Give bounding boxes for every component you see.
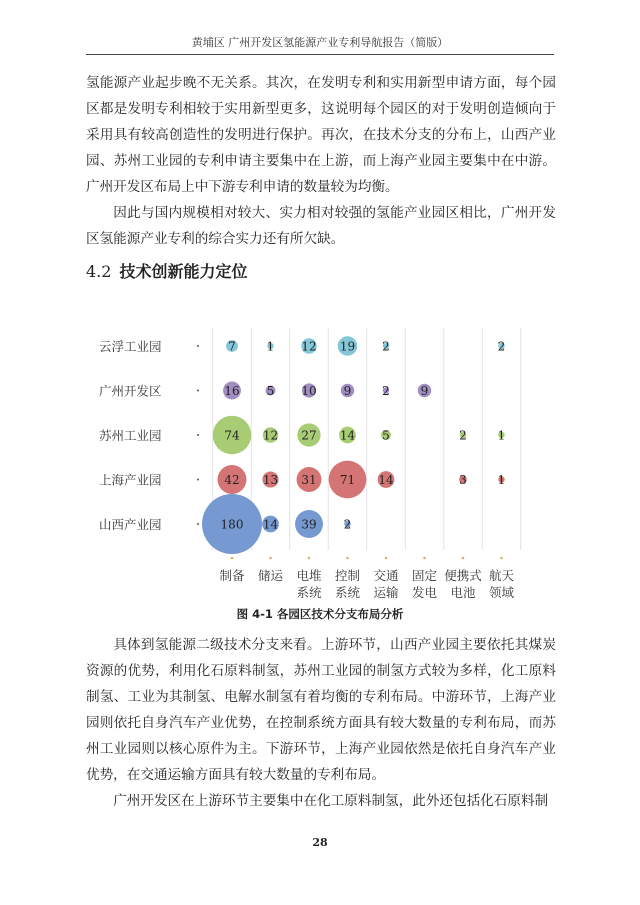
- data-label: 14: [339, 428, 356, 443]
- x-tick-label: 固定: [411, 568, 438, 583]
- data-label: 71: [339, 473, 356, 487]
- x-tick-label: 电堆: [296, 568, 322, 583]
- data-label: 1: [497, 473, 506, 487]
- data-label: 2: [497, 339, 506, 354]
- y-tick-label: 广州开发区: [99, 383, 162, 399]
- data-label: 31: [301, 473, 317, 487]
- x-tick-label: 系统: [296, 585, 322, 600]
- x-tick-label: 发电: [411, 585, 438, 600]
- data-label: 180: [220, 517, 244, 532]
- axis-dot: [231, 557, 234, 560]
- axis-dot: [462, 557, 465, 560]
- data-label: 1: [266, 339, 275, 354]
- paragraph-conclusion: 因此与国内规模相对较大、实力相对较强的氢能产业园区相比，广州开发区氢能源产业专利的综合实力还有所欠缺。: [86, 205, 556, 247]
- axis-dot: [308, 557, 311, 560]
- x-tick-label: 储运: [257, 568, 284, 583]
- y-tick-label: 上海产业园: [99, 472, 162, 488]
- data-label: 14: [262, 517, 279, 532]
- x-tick-label: 系统: [334, 585, 361, 600]
- axis-dot: [346, 557, 349, 560]
- axis-dot: [197, 345, 199, 347]
- data-label: 7: [228, 339, 236, 354]
- x-tick-label: 领域: [488, 585, 515, 600]
- paragraph-continuation: 氢能源产业起步晚不无关系。其次，在发明专利和实用新型申请方面，每个园区都是发明专利相较于实用新型更多，这说明每个园区的对于发明创造倾向于采用具有较高创造性的发明进行保护。再次，在技术分支的分布上，山西产业园、苏州工业园的专利申请主要集中在上游，而上海产业园主要集中在中游。广州开发区布局上中下游专利申请的数量较为均衡。: [86, 75, 556, 195]
- axis-dot: [197, 390, 199, 392]
- data-label: 2: [382, 339, 390, 354]
- axis-dot: [269, 557, 272, 560]
- x-tick-label: 航天: [488, 568, 515, 583]
- data-label: 12: [262, 428, 279, 443]
- data-label: 27: [301, 428, 317, 443]
- y-tick-label: 云浮工业园: [99, 339, 162, 354]
- data-label: 14: [378, 473, 394, 487]
- page-number: 28: [312, 836, 328, 849]
- paragraph-guangzhou: 广州开发区在上游环节主要集中在化工原料制氢，此外还包括化石原料制: [113, 793, 549, 809]
- x-tick-label: 运输: [373, 585, 399, 600]
- axis-dot: [197, 479, 199, 481]
- data-label: 42: [224, 473, 240, 487]
- data-label: 12: [301, 339, 317, 354]
- data-label: 16: [224, 384, 240, 398]
- paragraph-analysis: 具体到氢能源二级技术分支来看。上游环节，山西产业园主要依托其煤炭资源的优势，利用化石原料制氢，苏州工业园的制氢方式较为多样，化工原料制氢、工业为其制氢、电解水制氢有着均衡的专利布局。中游环节，上海产业园则依托自身汽车产业优势，在控制系统方面具有较大数量的专利布局，而苏州工业园则以核心原件为主。下游环节，上海产业园依然是依托自身汽车产业优势，在交通运输方面具有较大数量的专利布局。: [86, 637, 556, 783]
- x-tick-label: 电池: [450, 585, 476, 600]
- data-label: 2: [382, 384, 390, 398]
- running-header: 黄埔区 广州开发区氢能源产业专利导航报告（简版）: [191, 36, 449, 49]
- data-label: 5: [382, 428, 390, 443]
- axis-dot: [423, 557, 426, 560]
- data-label: 1: [497, 428, 506, 443]
- header-rule: [86, 54, 554, 55]
- axis-dot: [197, 523, 199, 525]
- axis-dot: [197, 434, 199, 436]
- data-label: 74: [224, 428, 240, 443]
- axis-dot: [500, 557, 503, 560]
- x-tick-label: 便携式: [444, 568, 482, 583]
- y-tick-label: 苏州工业园: [99, 428, 162, 443]
- section-heading: [86, 259, 247, 282]
- data-label: 2: [459, 428, 467, 443]
- data-label: 9: [343, 384, 352, 398]
- data-label: 5: [266, 384, 275, 398]
- data-label: 2: [343, 517, 352, 532]
- figure-caption: 图 4-1 各园区技术分支布局分析: [236, 607, 404, 621]
- data-label: 10: [301, 384, 317, 398]
- x-tick-label: 控制: [334, 568, 361, 583]
- section-title: 技术创新能力定位: [119, 262, 248, 281]
- bubble-chart: [95, 322, 535, 604]
- y-tick-label: 山西产业园: [99, 517, 162, 532]
- data-label: 3: [459, 473, 467, 487]
- section-number: 4.2: [86, 262, 112, 281]
- data-label: 39: [301, 517, 317, 532]
- x-tick-label: 交通: [373, 568, 399, 583]
- axis-dot: [385, 557, 388, 560]
- data-label: 19: [339, 339, 356, 354]
- data-label: 9: [420, 384, 429, 398]
- x-tick-label: 制备: [219, 568, 245, 583]
- data-label: 13: [262, 473, 279, 487]
